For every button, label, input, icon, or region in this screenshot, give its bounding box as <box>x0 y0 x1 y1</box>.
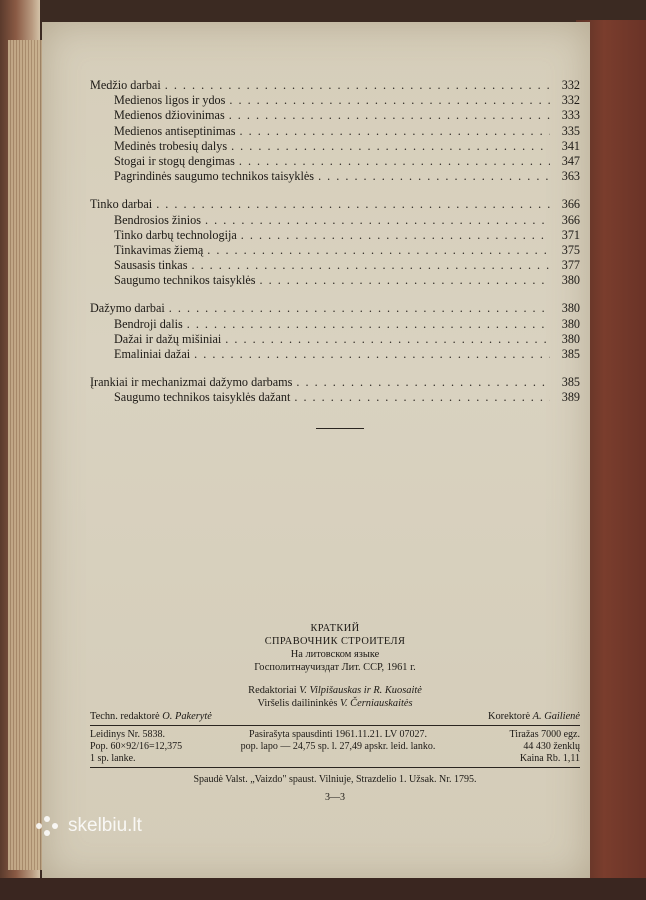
toc-leader-dots <box>229 93 550 108</box>
toc-item <box>90 154 580 169</box>
toc-entry-title: Saugumo technikos taisyklės dažant <box>114 390 291 405</box>
table-of-contents <box>90 78 580 419</box>
toc-entry-page: 380 <box>561 316 580 331</box>
toc-heading <box>90 375 580 390</box>
toc-entry-title: Saugumo technikos taisyklės <box>114 273 256 288</box>
toc-leader-dots <box>229 108 550 123</box>
toc-item <box>90 332 580 347</box>
section-divider <box>316 428 364 429</box>
toc-section <box>90 197 580 288</box>
toc-entry-page: 341 <box>561 138 580 153</box>
toc-entry-page: 366 <box>561 197 580 212</box>
toc-entry-title: Sausasis tinkas <box>114 258 188 273</box>
toc-entry-title: Bendrosios žinios <box>114 212 202 227</box>
toc-entry-page: 375 <box>561 242 580 257</box>
watermark <box>36 815 142 837</box>
toc-entry-page: 363 <box>561 169 580 184</box>
toc-entry-title: Medienos ligos ir ydos <box>114 93 226 108</box>
toc-leader-dots <box>187 317 550 332</box>
toc-item <box>90 93 580 108</box>
toc-entry-title: Medinės trobesių dalys <box>114 138 228 153</box>
toc-entry-title: Bendroji dalis <box>114 316 183 331</box>
toc-leader-dots <box>225 332 550 347</box>
watermark-text: skelbiu.lt <box>68 815 142 836</box>
toc-leader-dots <box>231 139 550 154</box>
toc-item <box>90 243 580 258</box>
toc-leader-dots <box>294 390 550 405</box>
toc-entry-title: Tinko darbai <box>90 197 153 212</box>
toc-item <box>90 108 580 123</box>
toc-leader-dots <box>318 169 550 184</box>
toc-item <box>90 390 580 405</box>
toc-item <box>90 228 580 243</box>
tech-editor: Techn. redaktorė O. Pakerytė <box>90 711 212 722</box>
toc-entry-page: 385 <box>561 375 580 390</box>
toc-leader-dots <box>296 375 550 390</box>
toc-leader-dots <box>165 78 550 93</box>
imprint-rule-top <box>90 725 580 726</box>
imprint-cover-artist: Viršelis dailininkės V. Černiauskaitės <box>257 698 413 709</box>
toc-entry-page: 380 <box>561 301 580 316</box>
toc-section <box>90 78 580 184</box>
toc-heading <box>90 197 580 212</box>
toc-entry-title: Emaliniai dažai <box>114 347 191 361</box>
toc-entry-page: 389 <box>561 390 580 405</box>
toc-entry-page: 380 <box>561 331 580 346</box>
imprint-details-row-1: Leidinys Nr. 5838. Pasirašyta spausdinti 1961.11.21. LV 07027. Tiražas 7000 egz. <box>90 729 580 740</box>
toc-entry-page: 332 <box>561 93 580 108</box>
toc-entry-title: Stogai ir stogų dengimas <box>114 153 235 168</box>
toc-item <box>90 347 580 362</box>
toc-leader-dots <box>207 243 550 258</box>
toc-leader-dots <box>205 213 550 228</box>
toc-entry-page: 332 <box>561 78 580 92</box>
toc-leader-dots <box>194 347 550 362</box>
imprint-rule-bottom <box>90 767 580 768</box>
imprint-publisher: Госполитнаучиздат Лит. ССР, 1961 г. <box>254 662 416 673</box>
toc-leader-dots <box>239 154 550 169</box>
toc-item <box>90 213 580 228</box>
toc-entry-page: 333 <box>561 108 580 123</box>
toc-section <box>90 301 580 362</box>
toc-entry-title: Tinkavimas žiemą <box>114 242 204 257</box>
toc-leader-dots <box>260 273 551 288</box>
toc-leader-dots <box>169 301 550 316</box>
imprint-tech-corrector <box>90 710 580 723</box>
corrector: Korektorė A. Gailienė <box>487 711 580 722</box>
toc-entry-page: 377 <box>561 258 580 273</box>
toc-entry-page: 371 <box>561 227 580 242</box>
toc-item <box>90 169 580 184</box>
toc-leader-dots <box>156 197 550 212</box>
toc-leader-dots <box>191 258 550 273</box>
toc-section <box>90 375 580 405</box>
imprint-language: На литовском языке <box>290 649 380 660</box>
toc-item <box>90 273 580 288</box>
toc-entry-page: 366 <box>561 212 580 227</box>
toc-heading <box>90 78 580 93</box>
toc-entry-page: 335 <box>561 123 580 138</box>
toc-entry-title: Medžio darbai <box>90 78 161 92</box>
imprint-block <box>90 622 580 804</box>
imprint-details-row-2: Pop. 60×92/16=12,375 pop. lapo — 24,75 sp. l. 27,49 apskr. leid. lanko. 44 430 ženklų <box>90 741 580 752</box>
toc-item <box>90 317 580 332</box>
watermark-dots-icon <box>36 816 62 836</box>
bottom-background <box>0 878 646 900</box>
toc-leader-dots <box>241 228 550 243</box>
page-edges <box>8 40 42 870</box>
imprint-title-2: СПРАВОЧНИК СТРОИТЕЛЯ <box>264 636 406 647</box>
imprint-signature: 3—3 <box>325 792 345 803</box>
imprint-details-row-3: 1 sp. lanke. Kaina Rb. 1,11 <box>90 753 580 764</box>
toc-entry-title: Dažai ir dažų mišiniai <box>114 331 222 346</box>
toc-entry-title: Tinko darbų technologija <box>114 227 237 242</box>
imprint-printer: Spaudė Valst. „Vaizdo" spaust. Vilniuje, Strazdelio 1. Užsak. Nr. 1795. <box>193 774 477 785</box>
toc-entry-title: Dažymo darbai <box>90 301 165 316</box>
toc-item <box>90 139 580 154</box>
toc-item <box>90 258 580 273</box>
toc-entry-page: 385 <box>561 347 580 361</box>
toc-entry-title: Medienos džiovinimas <box>114 108 225 123</box>
toc-entry-title: Medienos antiseptinimas <box>114 123 236 138</box>
toc-entry-title: Pagrindinės saugumo technikos taisyklės <box>114 169 315 184</box>
toc-item <box>90 124 580 139</box>
toc-entry-page: 347 <box>561 153 580 168</box>
toc-entry-page: 380 <box>561 273 580 288</box>
toc-entry-title: Įrankiai ir mechanizmai dažymo darbams <box>90 375 293 390</box>
imprint-editors: Redaktoriai V. Vilpišauskas ir R. Kuosaitė <box>248 685 422 696</box>
imprint-title-1: КРАТКИЙ <box>310 623 360 634</box>
toc-heading <box>90 301 580 316</box>
toc-leader-dots <box>240 124 550 139</box>
